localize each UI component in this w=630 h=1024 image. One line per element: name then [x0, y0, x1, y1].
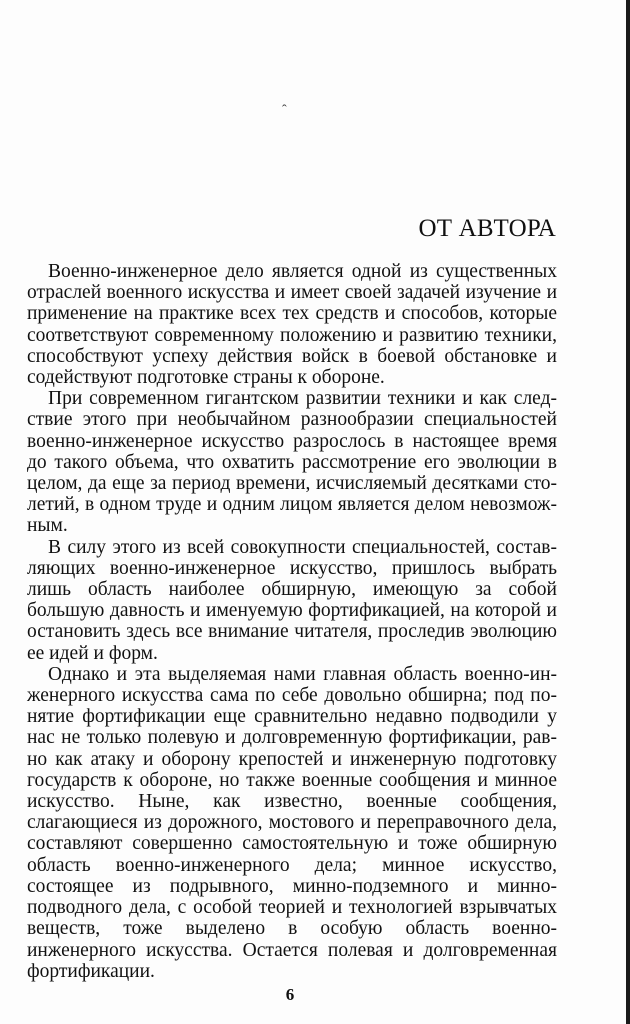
chapter-heading: ОТ АВТОРА	[418, 215, 556, 242]
paragraph: При современном гигантском развитии техники и как следствие этого при необычайном разнообразии специальностей военно-инженерное искусство разрослось в настоящее время до такого объема, что охватить рассмотрение его эволюции в целом, да еще за период времени, исчисляемый десятками столетий, в одном труде и одним лицом является делом невозможным.	[27, 388, 557, 537]
page-edge-shadow	[626, 0, 630, 1024]
paragraph: Военно-инженерное дело является одной из существенных отраслей военного искусства и имеет своей задачей изучение и применение на практике всех тех средств и способов, которые соответствуют современному положению и развитию техники, способствуют успеху действия войск в боевой обстановке и содействуют подготовке страны к обороне.	[27, 261, 557, 389]
paragraph: В силу этого из всей совокупности специальностей, составляющих военно-инженерное искусство, пришлось выбрать лишь область наиболее обширную, имеющую за собой большую давность и именуемую фортификацией, на которой и остановить здесь все внимание читателя, проследив эволюцию ее идей и форм.	[27, 536, 557, 664]
paragraph: Однако и эта выделяемая нами главная область военно-инженерного искусства сама по себе довольно обширна; под понятие фортификации еще сравнительно недавно подводили у нас не только полевую и долговременную фортификации, равно как атаку и оборону крепостей и инженерную подготовку государств к обороне, но также военные сообщения и минное искусство. Ныне, как известно, военные сообщения, слагающиеся из дорожного, мостового и переправочного дела, составляют совершенно самостоятельную и тоже обширную область военно-инженерного дела; минное искусство, состоящее из подрывного, минно-подземного и минно-подводного дела, с особой теорией и технологией взрывчатых веществ, тоже выделено в особую область военно-инженерного искусства. Остается полевая и долговременная фортификации.	[27, 663, 557, 982]
body-text	[27, 261, 557, 982]
print-speck: ˆ	[282, 103, 287, 118]
page-number: 6	[285, 985, 295, 1004]
